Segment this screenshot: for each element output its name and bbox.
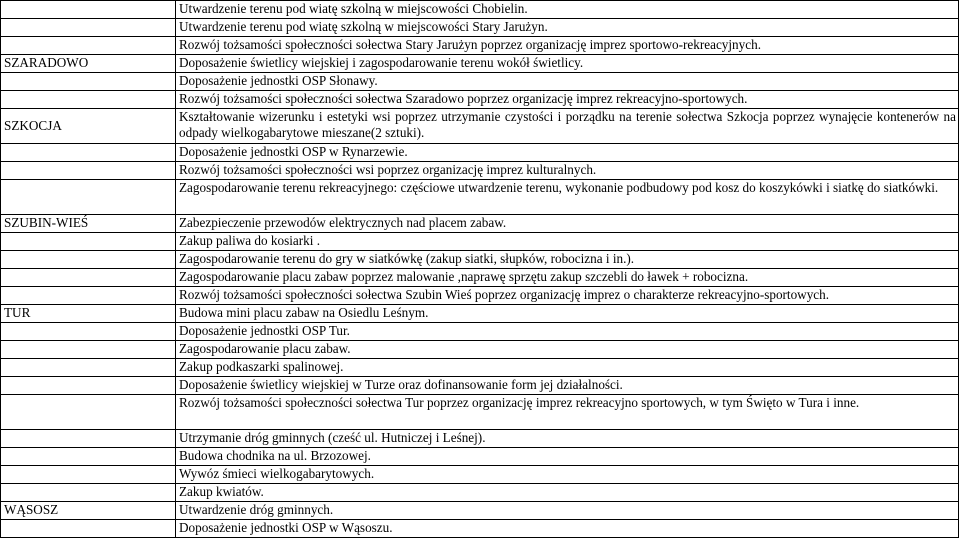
village-cell-blank — [1, 377, 176, 395]
task-cell: Utwardzenie terenu pod wiatę szkolną w miejscowości Stary Jarużyn. — [176, 19, 959, 37]
table-row — [1, 287, 959, 305]
task-cell: Zagospodarowanie placu zabaw. — [176, 341, 959, 359]
village-cell-blank — [1, 395, 176, 430]
village-cell-blank — [1, 73, 176, 91]
table-row — [1, 215, 959, 233]
table-row — [1, 359, 959, 377]
table-row — [1, 55, 959, 73]
task-cell: Rozwój tożsamości społeczności wsi poprzez organizację imprez kulturalnych. — [176, 162, 959, 180]
task-cell: Zabezpieczenie przewodów elektrycznych nad placem zabaw. — [176, 215, 959, 233]
table-row — [1, 109, 959, 144]
village-name-cell: SZARADOWO — [1, 55, 176, 73]
task-cell: Doposażenie jednostki OSP Tur. — [176, 323, 959, 341]
task-cell: Utwardzenie terenu pod wiatę szkolną w miejscowości Chobielin. — [176, 1, 959, 19]
table-row — [1, 37, 959, 55]
village-cell-blank — [1, 484, 176, 502]
village-name-cell: SZKOCJA — [1, 109, 176, 144]
village-cell-blank — [1, 251, 176, 269]
village-cell-blank — [1, 1, 176, 19]
village-cell-blank — [1, 466, 176, 484]
table-row — [1, 162, 959, 180]
village-name-cell: TUR — [1, 305, 176, 323]
village-cell-blank — [1, 180, 176, 215]
village-cell-blank — [1, 233, 176, 251]
village-cell-blank — [1, 520, 176, 538]
task-cell: Rozwój tożsamości społeczności sołectwa Stary Jarużyn poprzez organizację imprez sportowo-rekreacyjnych. — [176, 37, 959, 55]
table-row — [1, 1, 959, 19]
table-row — [1, 269, 959, 287]
task-cell: Doposażenie świetlicy wiejskiej i zagospodarowanie terenu wokół świetlicy. — [176, 55, 959, 73]
village-cell-blank — [1, 144, 176, 162]
table-row — [1, 305, 959, 323]
task-cell: Zakup kwiatów. — [176, 484, 959, 502]
task-cell: Rozwój tożsamości społeczności sołectwa Szaradowo poprzez organizację imprez rekreacyjno-sportowych. — [176, 91, 959, 109]
village-cell-blank — [1, 269, 176, 287]
table-row — [1, 144, 959, 162]
task-cell: Zagospodarowanie placu zabaw poprzez malowanie ,naprawę sprzętu zakup szczebli do ławek + robocizna. — [176, 269, 959, 287]
village-cell-blank — [1, 323, 176, 341]
table-row — [1, 377, 959, 395]
task-cell: Doposażenie jednostki OSP w Rynarzewie. — [176, 144, 959, 162]
village-name-cell: SZUBIN-WIEŚ — [1, 215, 176, 233]
village-cell-blank — [1, 91, 176, 109]
task-cell: Doposażenie jednostki OSP Słonawy. — [176, 73, 959, 91]
village-cell-blank — [1, 430, 176, 448]
village-cell-blank — [1, 359, 176, 377]
table-row — [1, 430, 959, 448]
village-cell-blank — [1, 287, 176, 305]
village-cell-blank — [1, 37, 176, 55]
village-cell-blank — [1, 162, 176, 180]
table-row — [1, 448, 959, 466]
task-cell: Doposażenie jednostki OSP w Wąsoszu. — [176, 520, 959, 538]
table-row — [1, 233, 959, 251]
village-cell-blank — [1, 19, 176, 37]
table-row — [1, 19, 959, 37]
task-cell: Zagospodarowanie terenu do gry w siatkówkę (zakup siatki, słupków, robocizna i in.). — [176, 251, 959, 269]
table-row — [1, 73, 959, 91]
table-row — [1, 341, 959, 359]
table-row — [1, 502, 959, 520]
village-cell-blank — [1, 448, 176, 466]
task-cell: Rozwój tożsamości społeczności sołectwa Szubin Wieś poprzez organizację imprez o charakterze rekreacyjno-sportowych. — [176, 287, 959, 305]
task-cell: Budowa chodnika na ul. Brzozowej. — [176, 448, 959, 466]
table-row — [1, 91, 959, 109]
table-row — [1, 395, 959, 430]
village-cell-blank — [1, 341, 176, 359]
task-cell: Rozwój tożsamości społeczności sołectwa Tur poprzez organizację imprez rekreacyjno sportowych, w tym Święto w Tura i inne. — [176, 395, 959, 430]
task-cell: Zakup paliwa do kosiarki . — [176, 233, 959, 251]
table-row — [1, 323, 959, 341]
task-cell: Doposażenie świetlicy wiejskiej w Turze oraz dofinansowanie form jej działalności. — [176, 377, 959, 395]
task-cell: Utrzymanie dróg gminnych (cześć ul. Hutniczej i Leśnej). — [176, 430, 959, 448]
task-cell: Zagospodarowanie terenu rekreacyjnego: częściowe utwardzenie terenu, wykonanie podbudowy pod kosz do koszykówki i siatkę do siatkówki. — [176, 180, 959, 215]
village-name-cell: WĄSOSZ — [1, 502, 176, 520]
table-row — [1, 466, 959, 484]
table-row — [1, 180, 959, 215]
task-cell: Kształtowanie wizerunku i estetyki wsi poprzez utrzymanie czystości i porządku na terenie sołectwa Szkocja poprzez wynajęcie kontenerów na odpady wielkogabarytowe mieszane(2 sztuki). — [176, 109, 959, 144]
task-cell: Utwardzenie dróg gminnych. — [176, 502, 959, 520]
table-row — [1, 484, 959, 502]
task-cell: Zakup podkaszarki spalinowej. — [176, 359, 959, 377]
task-cell: Budowa mini placu zabaw na Osiedlu Leśnym. — [176, 305, 959, 323]
table-row — [1, 520, 959, 538]
task-cell: Wywóz śmieci wielkogabarytowych. — [176, 466, 959, 484]
table-row — [1, 251, 959, 269]
